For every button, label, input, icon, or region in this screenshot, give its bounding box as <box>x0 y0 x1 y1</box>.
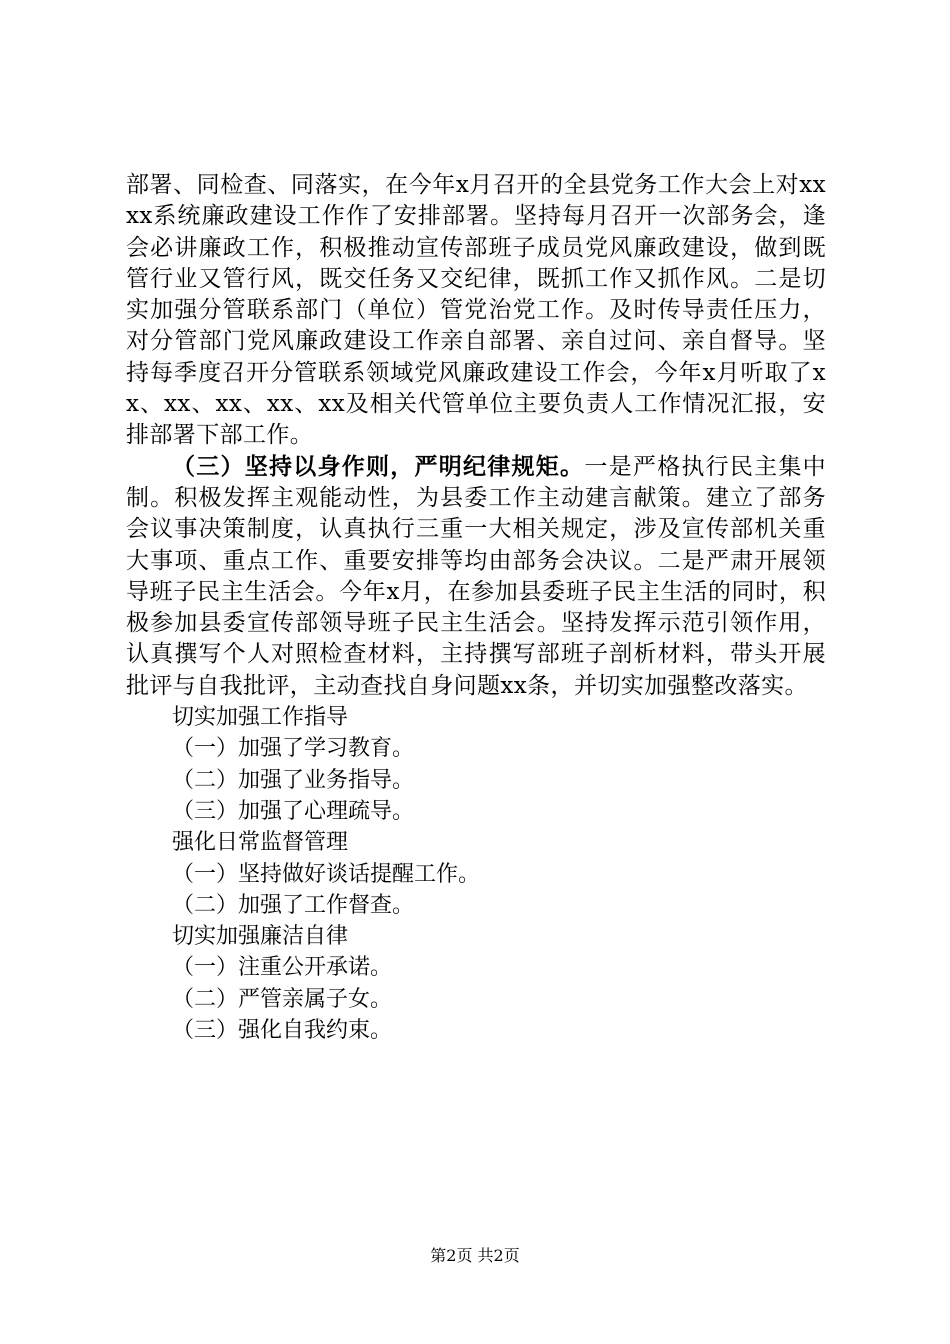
section-3-title: 切实加强廉洁自律 <box>172 924 349 950</box>
section-2-item-2: （二）加强了工作督查。 <box>172 892 415 918</box>
section-1-item-1: （一）加强了学习教育。 <box>172 736 415 762</box>
section-1-title: 切实加强工作指导 <box>172 705 349 731</box>
section-3-item-3: （三）强化自我约束。 <box>172 1018 393 1044</box>
section-3-item-1: （一）注重公开承诺。 <box>172 955 393 981</box>
paragraph-2-heading: （三）坚持以身作则，严明纪律规矩。 <box>172 453 585 480</box>
paragraph-2-text: 一是严格执行民主集中制。积极发挥主观能动性，为县委工作主动建言献策。建立了部务会议事决策制度，认真执行三重一大相关规定，涉及宣传部机关重大事项、重点工作、重要安排等均由部务会决议。二是严肃开展领导班子民主生活会。今年x月，在参加县委班子民主生活的同时，积极参加县委宣传部领导班子民主生活会。坚持发挥示范引领作用，认真撰写个人对照检查材料，主持撰写部班子剖析材料，带头开展批评与自我批评，主动查找自身问题xx条，并切实加强整改落实。 <box>126 453 826 699</box>
section-1-item-2: （二）加强了业务指导。 <box>172 767 415 793</box>
section-1-item-3: （三）加强了心理疏导。 <box>172 798 415 824</box>
page-footer: 第2页 共2页 <box>430 1246 520 1265</box>
document-body <box>126 170 826 1046</box>
paragraph-1: 部署、同检查、同落实，在今年x月召开的全县党务工作大会上对xxxx系统廉政建设工作作了安排部署。坚持每月召开一次部务会，逢会必讲廉政工作，积极推动宣传部班子成员党风廉政建设，做到既管行业又管行风，既交任务又交纪律，既抓工作又抓作风。二是切实加强分管联系部门（单位）管党治党工作。及时传导责任压力，对分管部门党风廉政建设工作亲自部署、亲自过问、亲自督导。坚持每季度召开分管联系领域党风廉政建设工作会，今年x月听取了xx、xx、xx、xx、xx及相关代管单位主要负责人工作情况汇报，安排部署下部工作。 <box>126 172 826 449</box>
paragraph-2 <box>126 452 826 702</box>
section-3-item-2: （二）严管亲属子女。 <box>172 986 393 1012</box>
section-2-item-1: （一）坚持做好谈话提醒工作。 <box>172 861 481 887</box>
section-2-title: 强化日常监督管理 <box>172 830 349 856</box>
